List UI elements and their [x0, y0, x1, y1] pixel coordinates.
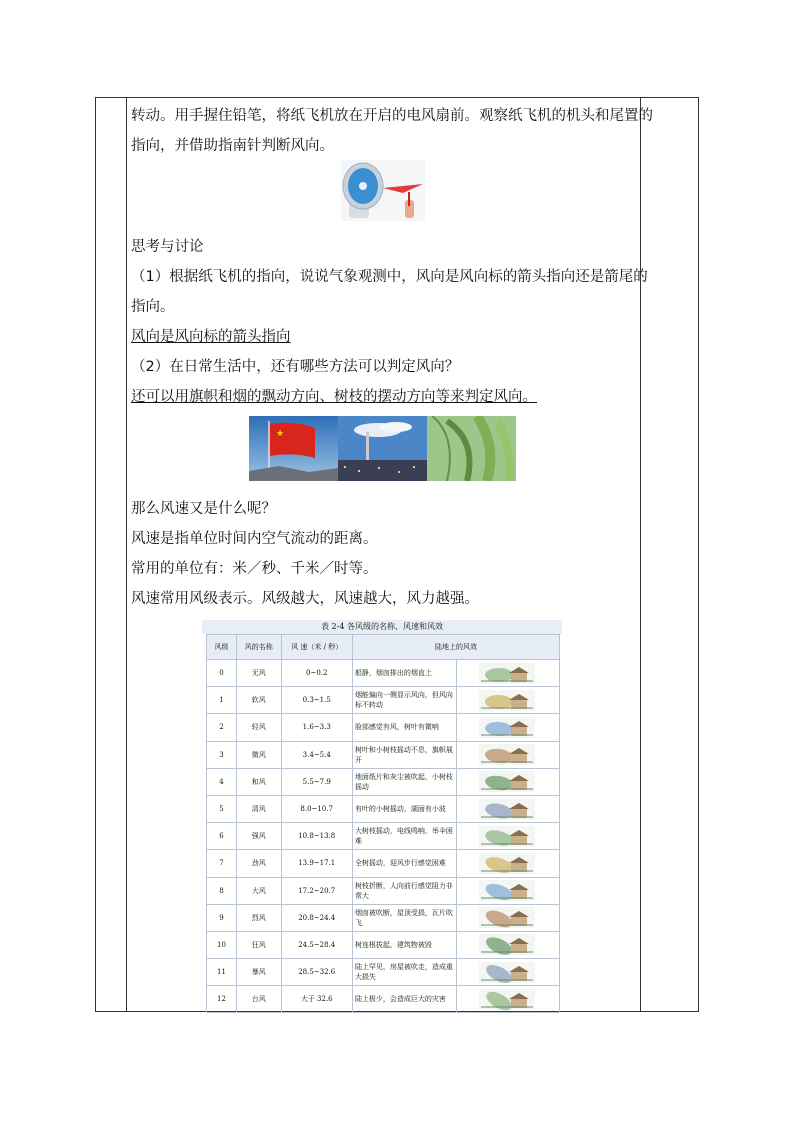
- table-row: [207, 687, 560, 714]
- wind-effect-illustration: [457, 959, 560, 986]
- level-cell: 7: [207, 850, 237, 877]
- level-cell: 9: [207, 904, 237, 931]
- level-cell: 11: [207, 959, 237, 986]
- speed-cell: 13.9~17.1: [281, 850, 352, 877]
- wind-effect-illustration: [457, 741, 560, 768]
- speed-cell: 10.8~13.8: [281, 823, 352, 850]
- effect-cell: 烟能偏向一侧显示风向，但风向标不转动: [352, 687, 457, 714]
- speed-cell: 20.8~24.4: [281, 904, 352, 931]
- effect-cell: 烟囱被吹断，屋顶受损，瓦片吹飞: [352, 904, 457, 931]
- name-cell: 和风: [237, 768, 282, 795]
- name-cell: 大风: [237, 877, 282, 904]
- wind-effect-illustration: [457, 823, 560, 850]
- speed-cell: 大于 32.6: [281, 986, 352, 1013]
- name-cell: 软风: [237, 687, 282, 714]
- table-row: [207, 986, 560, 1013]
- level-cell: 4: [207, 768, 237, 795]
- level-cell: 6: [207, 823, 237, 850]
- wind-effect-illustration: [457, 877, 560, 904]
- table-row: [207, 768, 560, 795]
- wind-effect-illustration: [457, 768, 560, 795]
- paragraph-line: 风速常用风级表示。风级越大，风速越大，风力越强。: [131, 591, 479, 607]
- wind-effect-illustration: [457, 986, 560, 1013]
- table-row: [207, 741, 560, 768]
- svg-text:★: ★: [276, 429, 285, 439]
- wind-scale-table: [202, 620, 562, 1008]
- speed-cell: 3.4~5.4: [281, 741, 352, 768]
- name-cell: 暴风: [237, 959, 282, 986]
- wind-table: [206, 634, 560, 1013]
- paragraph-line: 那么风速又是什么呢？: [131, 501, 276, 517]
- question-2: （2）在日常生活中，还有哪些方法可以判定风向？: [131, 359, 460, 375]
- column-divider-left: [126, 98, 127, 1011]
- level-cell: 2: [207, 714, 237, 741]
- question-1: （1）根据纸飞机的指向，说说气象观测中，风向是风向标的箭头指向还是箭尾的: [131, 269, 648, 285]
- header-name: 风的名称: [237, 635, 282, 660]
- fan-paper-plane-image: [341, 160, 425, 221]
- name-cell: 劲风: [237, 850, 282, 877]
- column-divider-right: [640, 98, 641, 1011]
- effect-cell: 船静，烟囱排出的烟直上: [352, 660, 457, 687]
- wind-effect-illustration: [457, 931, 560, 958]
- effect-cell: 树枝折断，人向前行感觉阻力非常大: [352, 877, 457, 904]
- wind-direction-photos: [249, 416, 516, 481]
- question-1-cont: 指向。: [131, 299, 175, 315]
- level-cell: 8: [207, 877, 237, 904]
- effect-cell: 脸部感觉有风，树叶有微响: [352, 714, 457, 741]
- table-row: [207, 931, 560, 958]
- table-row: [207, 660, 560, 687]
- answer-2: 还可以用旗帜和烟的飘动方向、树枝的摆动方向等来判定风向。: [131, 389, 537, 405]
- name-cell: 强风: [237, 823, 282, 850]
- upper-text: [131, 101, 653, 412]
- table-caption: 表 2-4 各风级的名称、风速和风效: [202, 620, 562, 634]
- lower-text: [131, 494, 639, 614]
- speed-cell: 8.0~10.7: [281, 795, 352, 822]
- speed-cell: 0~0.2: [281, 660, 352, 687]
- wind-effect-illustration: [457, 795, 560, 822]
- header-effect: 陆地上的风效: [352, 635, 559, 660]
- paragraph-line: 指向，并借助指南针判断风向。: [131, 138, 334, 154]
- level-cell: 0: [207, 660, 237, 687]
- table-row: [207, 877, 560, 904]
- level-cell: 10: [207, 931, 237, 958]
- speed-cell: 28.5~32.6: [281, 959, 352, 986]
- wind-effect-illustration: [457, 850, 560, 877]
- name-cell: 微风: [237, 741, 282, 768]
- effect-cell: 陆上罕见，房屋被吹走，造成重大损失: [352, 959, 457, 986]
- effect-cell: 有叶的小树摇动，湖面有小波: [352, 795, 457, 822]
- table-row: [207, 850, 560, 877]
- speed-cell: 24.5~28.4: [281, 931, 352, 958]
- paragraph-line: 常用的单位有：米／秒、千米／时等。: [131, 561, 378, 577]
- paragraph-line: 转动。用手握住铅笔，将纸飞机放在开启的电风扇前。观察纸飞机的机头和尾置的: [131, 108, 653, 124]
- name-cell: 狂风: [237, 931, 282, 958]
- header-level: 风级: [207, 635, 237, 660]
- wind-effect-illustration: [457, 687, 560, 714]
- effect-cell: 陆上极少，会造成巨大的灾害: [352, 986, 457, 1013]
- discussion-heading: 思考与讨论: [131, 239, 204, 255]
- speed-cell: 1.6~3.3: [281, 714, 352, 741]
- header-speed: 风 速（米 / 秒）: [281, 635, 352, 660]
- wind-effect-illustration: [457, 714, 560, 741]
- name-cell: 无风: [237, 660, 282, 687]
- table-header-row: [207, 635, 560, 660]
- answer-1: 风向是风向标的箭头指向: [131, 329, 291, 345]
- effect-cell: 地面纸片和灰尘被吹起，小树枝摇动: [352, 768, 457, 795]
- level-cell: 5: [207, 795, 237, 822]
- speed-cell: 0.3~1.5: [281, 687, 352, 714]
- speed-cell: 17.2~20.7: [281, 877, 352, 904]
- table-row: [207, 823, 560, 850]
- paragraph-line: 风速是指单位时间内空气流动的距离。: [131, 531, 378, 547]
- name-cell: 台风: [237, 986, 282, 1013]
- table-row: [207, 904, 560, 931]
- table-row: [207, 714, 560, 741]
- name-cell: 轻风: [237, 714, 282, 741]
- table-row: [207, 959, 560, 986]
- level-cell: 1: [207, 687, 237, 714]
- name-cell: 清风: [237, 795, 282, 822]
- name-cell: 烈风: [237, 904, 282, 931]
- tree-photo: [427, 416, 516, 481]
- level-cell: 3: [207, 741, 237, 768]
- effect-cell: 全树摇动，迎风步行感觉困难: [352, 850, 457, 877]
- level-cell: 12: [207, 986, 237, 1013]
- table-row: [207, 795, 560, 822]
- flag-photo: [249, 416, 338, 481]
- effect-cell: 大树枝摇动，电线鸣响，举伞困难: [352, 823, 457, 850]
- effect-cell: 树叶和小树枝摇动不息，旗帜展开: [352, 741, 457, 768]
- effect-cell: 树连根拔起，建筑物被毁: [352, 931, 457, 958]
- wind-effect-illustration: [457, 904, 560, 931]
- smoke-photo: [338, 416, 427, 481]
- wind-effect-illustration: [457, 660, 560, 687]
- speed-cell: 5.5~7.9: [281, 768, 352, 795]
